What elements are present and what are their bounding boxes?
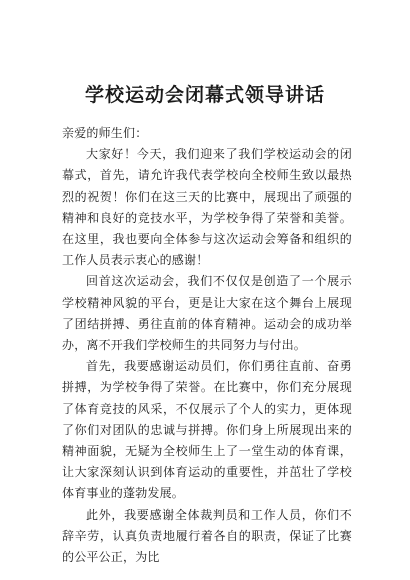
paragraph-3: 首先，我要感谢运动员们，你们勇往直前、奋勇拼搏，为学校争得了荣誉。在比赛中，你们充分展现了体育竞技的风采，不仅展示了个人的实力，更体现了你们对团队的忠诚与拼搏。你们身上所展现出来的精神面貌，无疑为全校师生上了一堂生动的体育课，让大家深刻认识到体育运动的重要性，并茁壮了学校体育事业的蓬勃发展。 — [62, 359, 352, 501]
document-body — [62, 123, 352, 568]
paragraph-1: 大家好！今天，我们迎来了我们学校运动会的闭幕式，首先，请允许我代表学校向全校师生致以最热烈的祝贺！你们在这三天的比赛中，展现出了顽强的精神和良好的竞技水平，为学校争得了荣誉和美誉。在这里，我也要向全体参与这次运动会筹备和组织的工作人员表示衷心的感谢！ — [62, 147, 352, 268]
document-title: 学校运动会闭幕式领导讲话 — [84, 84, 325, 106]
paragraph-4: 此外，我要感谢全体裁判员和工作人员，你们不辞辛劳，认真负责地履行着各自的职责，保证了比赛的公平公正，为比 — [62, 507, 352, 565]
salutation: 亲爱的师生们： — [62, 126, 148, 140]
paragraph-2: 回首这次运动会，我们不仅仅是创造了一个展示学校精神风貌的平台，更是让大家在这个舞台上展现了团结拼搏、勇往直前的体育精神。运动会的成功举办，离不开我们学校师生的共同努力与付出。 — [62, 274, 352, 353]
